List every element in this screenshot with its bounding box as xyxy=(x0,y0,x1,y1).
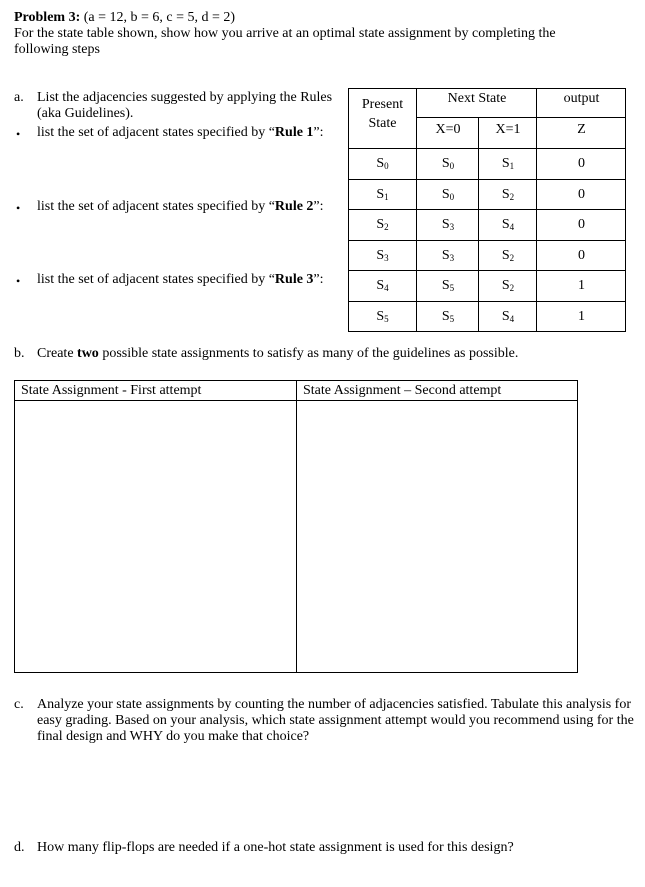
cell-next-x0: $S_0$ xyxy=(441,156,455,171)
cell-output-z: 1 xyxy=(578,278,585,293)
header-state: State xyxy=(368,116,397,131)
part-d-text: How many flip-flops are needed if a one-hot state assignment is used for this design? xyxy=(37,840,514,855)
second-attempt-area[interactable] xyxy=(297,401,577,672)
cell-present-state: $S_1$ xyxy=(376,187,389,202)
cell-next-x1: $S_4$ xyxy=(501,217,515,232)
rule-1-prompt xyxy=(37,125,337,141)
header-present: Present xyxy=(361,97,404,112)
rule-prompt-prefix: list the set of adjacent states specified by “ xyxy=(37,272,275,287)
cell-output-z: 0 xyxy=(578,156,585,171)
header-x0: X=0 xyxy=(435,122,461,137)
part-b-marker: b. xyxy=(14,346,25,361)
part-a-marker: a. xyxy=(14,90,24,105)
part-b-emphasis: two xyxy=(77,346,99,361)
rule-prompt-suffix: ”: xyxy=(313,272,324,287)
cell-next-x1: $S_2$ xyxy=(501,248,515,263)
cell-output-z: 1 xyxy=(578,309,585,324)
cell-output-z: 0 xyxy=(578,187,585,202)
state-subscript: 3 xyxy=(449,253,455,263)
rule-name: Rule 1 xyxy=(274,125,314,140)
bullet-icon: • xyxy=(16,274,21,288)
cell-present-state: $S_2$ xyxy=(376,217,389,232)
state-subscript: 0 xyxy=(449,161,455,171)
state-subscript: 1 xyxy=(509,161,515,171)
state-subscript: 2 xyxy=(509,253,515,263)
part-d-marker: d. xyxy=(14,840,25,855)
problem-title xyxy=(14,10,235,26)
cell-next-x1: $S_4$ xyxy=(501,309,515,324)
state-subscript: 4 xyxy=(509,222,515,232)
state-table xyxy=(348,88,626,332)
cell-next-x0: $S_3$ xyxy=(441,248,455,263)
cell-present-state: $S_4$ xyxy=(376,278,389,293)
state-subscript: 3 xyxy=(449,222,455,232)
cell-output-z: 0 xyxy=(578,248,585,263)
state-subscript: 1 xyxy=(384,192,389,202)
part-b-suffix: possible state assignments to satisfy as many of the guidelines as possible. xyxy=(98,346,519,361)
state-subscript: 5 xyxy=(449,283,455,293)
problem-label: Problem 3: xyxy=(14,10,81,25)
state-subscript: 5 xyxy=(449,314,455,324)
cell-next-x1: $S_2$ xyxy=(501,278,515,293)
state-subscript: 4 xyxy=(509,314,515,324)
header-output: output xyxy=(563,91,600,106)
cell-present-state: $S_0$ xyxy=(376,156,389,171)
part-b-prefix: Create xyxy=(37,346,78,361)
part-c-marker: c. xyxy=(14,697,24,712)
cell-next-x0: $S_3$ xyxy=(441,217,455,232)
state-subscript: 5 xyxy=(384,314,389,324)
part-b-text xyxy=(37,346,637,362)
first-attempt-label: State Assignment - First attempt xyxy=(21,383,202,398)
rule-name: Rule 2 xyxy=(274,199,314,214)
cell-next-x1: $S_2$ xyxy=(501,187,515,202)
state-subscript: 4 xyxy=(384,283,389,293)
assignment-table xyxy=(14,380,578,673)
header-x1: X=1 xyxy=(495,122,521,137)
rule-2-prompt xyxy=(37,199,337,215)
part-c-text: Analyze your state assignments by counting the number of adjacencies satisfied. Tabulate this analysis for easy grading. Based on your analysis, which state assignment attempt would you recommend using for the final design and WHY do you make that choice? xyxy=(37,697,634,744)
rule-name: Rule 3 xyxy=(274,272,314,287)
rule-prompt-suffix: ”: xyxy=(313,199,324,214)
cell-next-x0: $S_5$ xyxy=(441,309,455,324)
rule-prompt-suffix: ”: xyxy=(313,125,324,140)
cell-next-x0: $S_5$ xyxy=(441,278,455,293)
cell-output-z: 0 xyxy=(578,217,585,232)
state-subscript: 2 xyxy=(509,192,515,202)
bullet-icon: • xyxy=(16,201,21,215)
state-subscript: 0 xyxy=(384,161,389,171)
rule-prompt-prefix: list the set of adjacent states specified by “ xyxy=(37,125,275,140)
part-a-text: List the adjacencies suggested by applying the Rules (aka Guidelines). xyxy=(37,90,333,121)
cell-next-x1: $S_1$ xyxy=(501,156,515,171)
state-subscript: 3 xyxy=(384,253,389,263)
intro-text-line1: For the state table shown, show how you arrive at an optimal state assignment by completing the xyxy=(14,26,556,41)
state-subscript: 2 xyxy=(384,222,389,232)
header-next-state: Next State xyxy=(447,91,507,106)
first-attempt-area[interactable] xyxy=(15,401,296,672)
bullet-icon: • xyxy=(16,127,21,141)
state-subscript: 2 xyxy=(509,283,515,293)
header-z: Z xyxy=(577,122,586,137)
cell-next-x0: $S_0$ xyxy=(441,187,455,202)
rule-prompt-prefix: list the set of adjacent states specified by “ xyxy=(37,199,275,214)
problem-params: (a = 12, b = 6, c = 5, d = 2) xyxy=(80,10,236,25)
rule-3-prompt xyxy=(37,272,337,288)
intro-text-line2: following steps xyxy=(14,42,100,57)
second-attempt-label: State Assignment – Second attempt xyxy=(303,383,502,398)
cell-present-state: $S_5$ xyxy=(376,309,389,324)
cell-present-state: $S_3$ xyxy=(376,248,389,263)
state-subscript: 0 xyxy=(449,192,455,202)
